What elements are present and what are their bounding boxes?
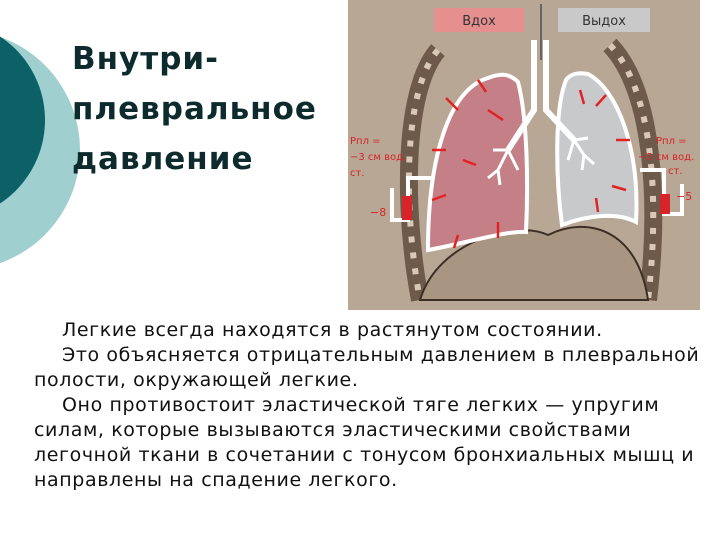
left-pressure-label-1: Pпл =	[350, 136, 381, 147]
left-pressure-label-3: ст.	[350, 168, 365, 179]
title-line-2: плевральное	[72, 91, 317, 127]
left-gauge-value: −8	[370, 206, 387, 219]
slide-title	[72, 34, 352, 184]
right-pressure-label-1: Pпл =	[656, 136, 687, 147]
paragraph-2: Это объясняется отрицательным давлением в плевральной полости, окружающей легкие.	[34, 344, 700, 391]
right-pressure-label-3: ст.	[668, 166, 683, 177]
right-manometer-fluid	[660, 194, 670, 214]
right-gauge-value: −5	[676, 190, 693, 203]
title-line-1: Внутри-	[72, 41, 219, 77]
left-pressure-label-2: −3 см вод.	[350, 152, 407, 163]
paragraph-3: Оно противостоит эластической тяге легких — упругим силам, которые вызываются эластическими свойствами легочной ткани в сочетании с тонусом бронхиальных мышц и направлены на спадение легкого.	[34, 394, 695, 491]
inhale-label: Вдох	[462, 14, 496, 29]
exhale-label: Выдох	[582, 14, 626, 29]
title-line-3: давление	[72, 141, 254, 177]
left-manometer-fluid	[402, 196, 412, 220]
pleural-pressure-diagram	[348, 0, 700, 310]
slide-body	[34, 318, 706, 493]
right-pressure-label-2: −5 см вод.	[638, 152, 695, 163]
paragraph-1: Легкие всегда находятся в растянутом состоянии.	[62, 319, 603, 341]
